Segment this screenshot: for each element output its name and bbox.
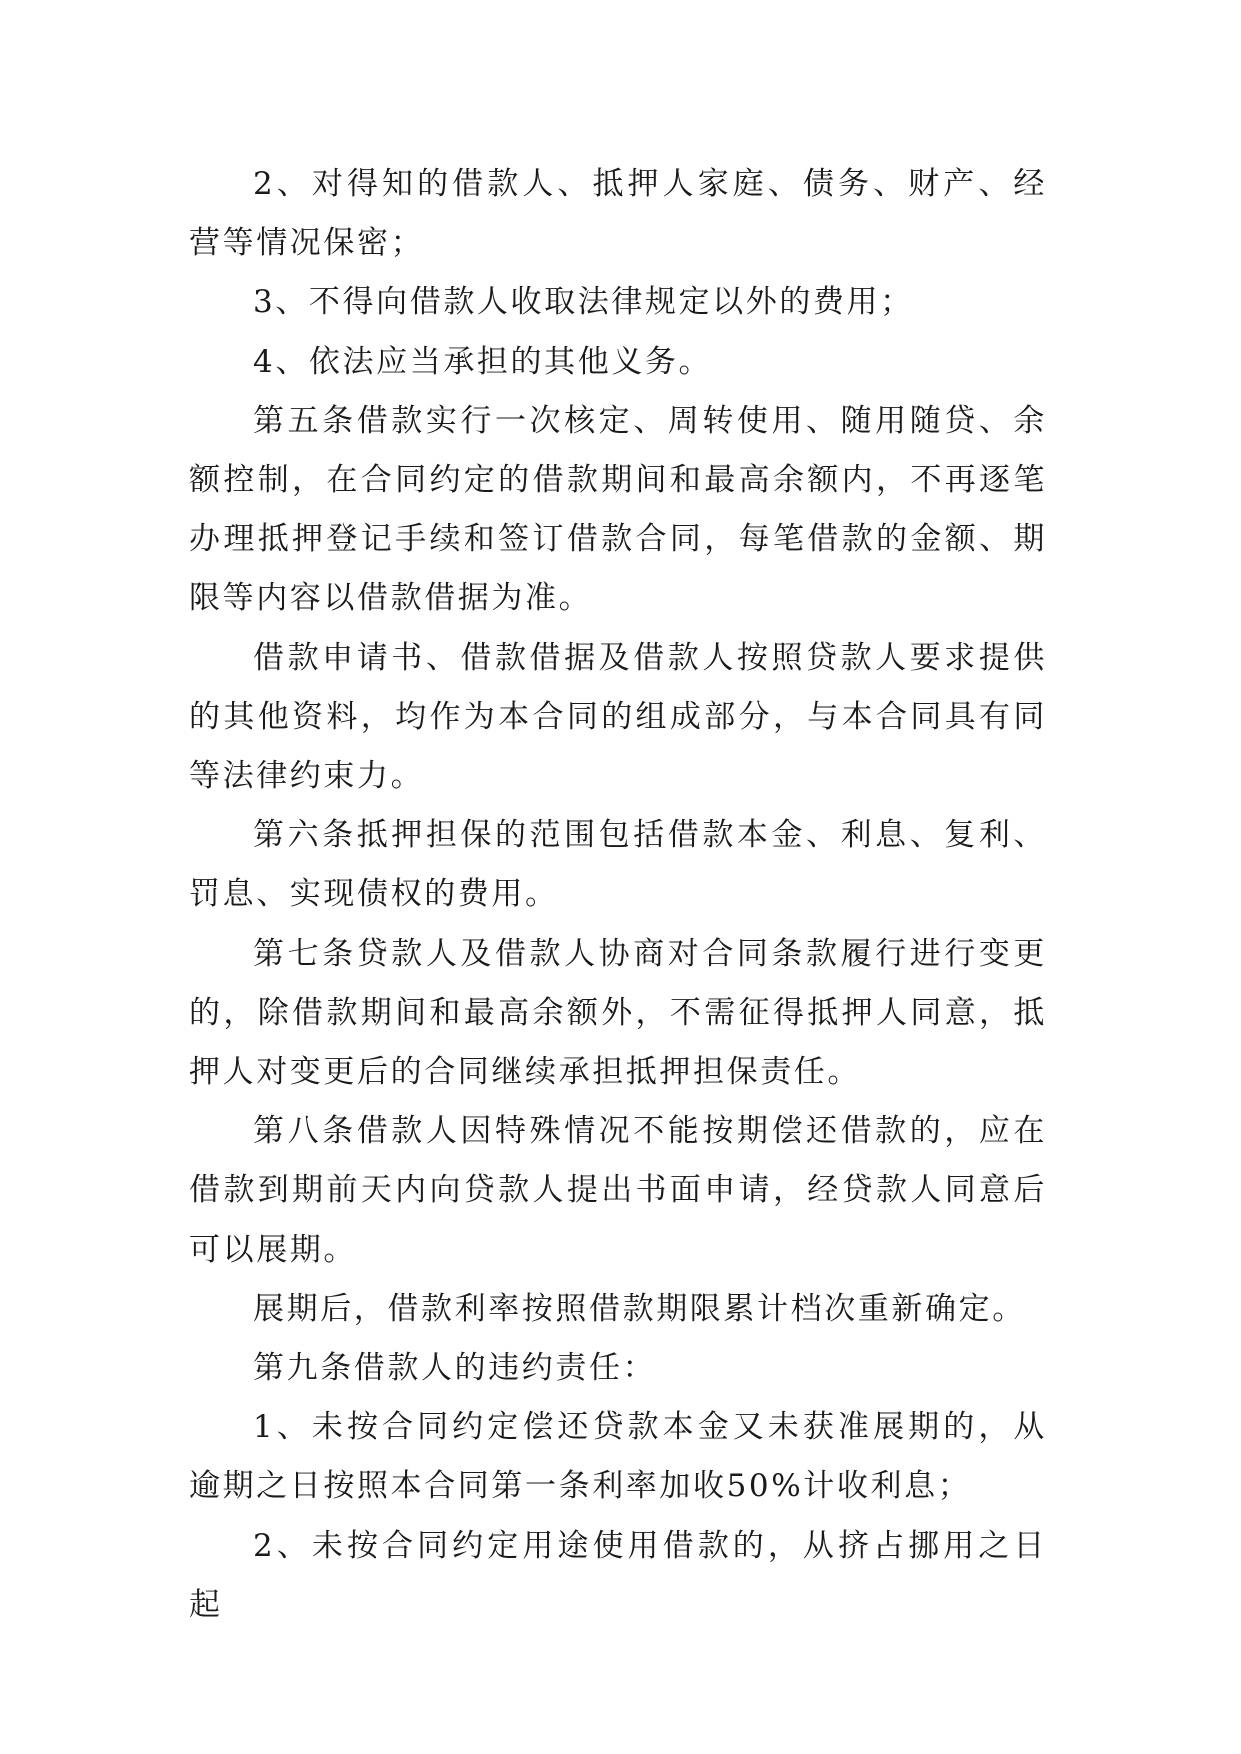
paragraph-article-6: 第六条抵押担保的范围包括借款本金、利息、复利、罚息、实现债权的费用。 bbox=[189, 817, 1047, 913]
paragraph-contract-components: 借款申请书、借款借据及借款人按照贷款人要求提供的其他资料，均作为本合同的组成部分，与本合同具有同等法律约束力。 bbox=[189, 639, 1047, 795]
paragraph-overdue-interest: 1、未按合同约定偿还贷款本金又未获准展期的，从逾期之日按照本合同第一条利率加收50%计收利息； bbox=[189, 1409, 1047, 1505]
paragraph-confidentiality: 2、对得知的借款人、抵押人家庭、债务、财产、经营等情况保密； bbox=[189, 166, 1047, 262]
paragraph-other-obligations: 4、依法应当承担的其他义务。 bbox=[253, 343, 713, 380]
paragraph-misuse-of-loan: 2、未按合同约定用途使用借款的，从挤占挪用之日起 bbox=[189, 1527, 1047, 1623]
document-body bbox=[189, 155, 1047, 1635]
paragraph-no-extra-fees: 3、不得向借款人收取法律规定以外的费用； bbox=[253, 284, 914, 321]
paragraph-article-5: 第五条借款实行一次核定、周转使用、随用随贷、余额控制，在合同约定的借款期间和最高余额内，不再逐笔办理抵押登记手续和签订借款合同，每笔借款的金额、期限等内容以借款借据为准。 bbox=[189, 402, 1047, 617]
paragraph-article-9-heading: 第九条借款人的违约责任： bbox=[253, 1350, 657, 1387]
paragraph-article-7: 第七条贷款人及借款人协商对合同条款履行进行变更的，除借款期间和最高余额外，不需征得抵押人同意，抵押人对变更后的合同继续承担抵押担保责任。 bbox=[189, 935, 1047, 1091]
paragraph-article-8: 第八条借款人因特殊情况不能按期偿还借款的，应在借款到期前天内向贷款人提出书面申请，经贷款人同意后可以展期。 bbox=[189, 1113, 1047, 1268]
paragraph-extension-rate: 展期后，借款利率按照借款期限累计档次重新确定。 bbox=[253, 1290, 1026, 1327]
